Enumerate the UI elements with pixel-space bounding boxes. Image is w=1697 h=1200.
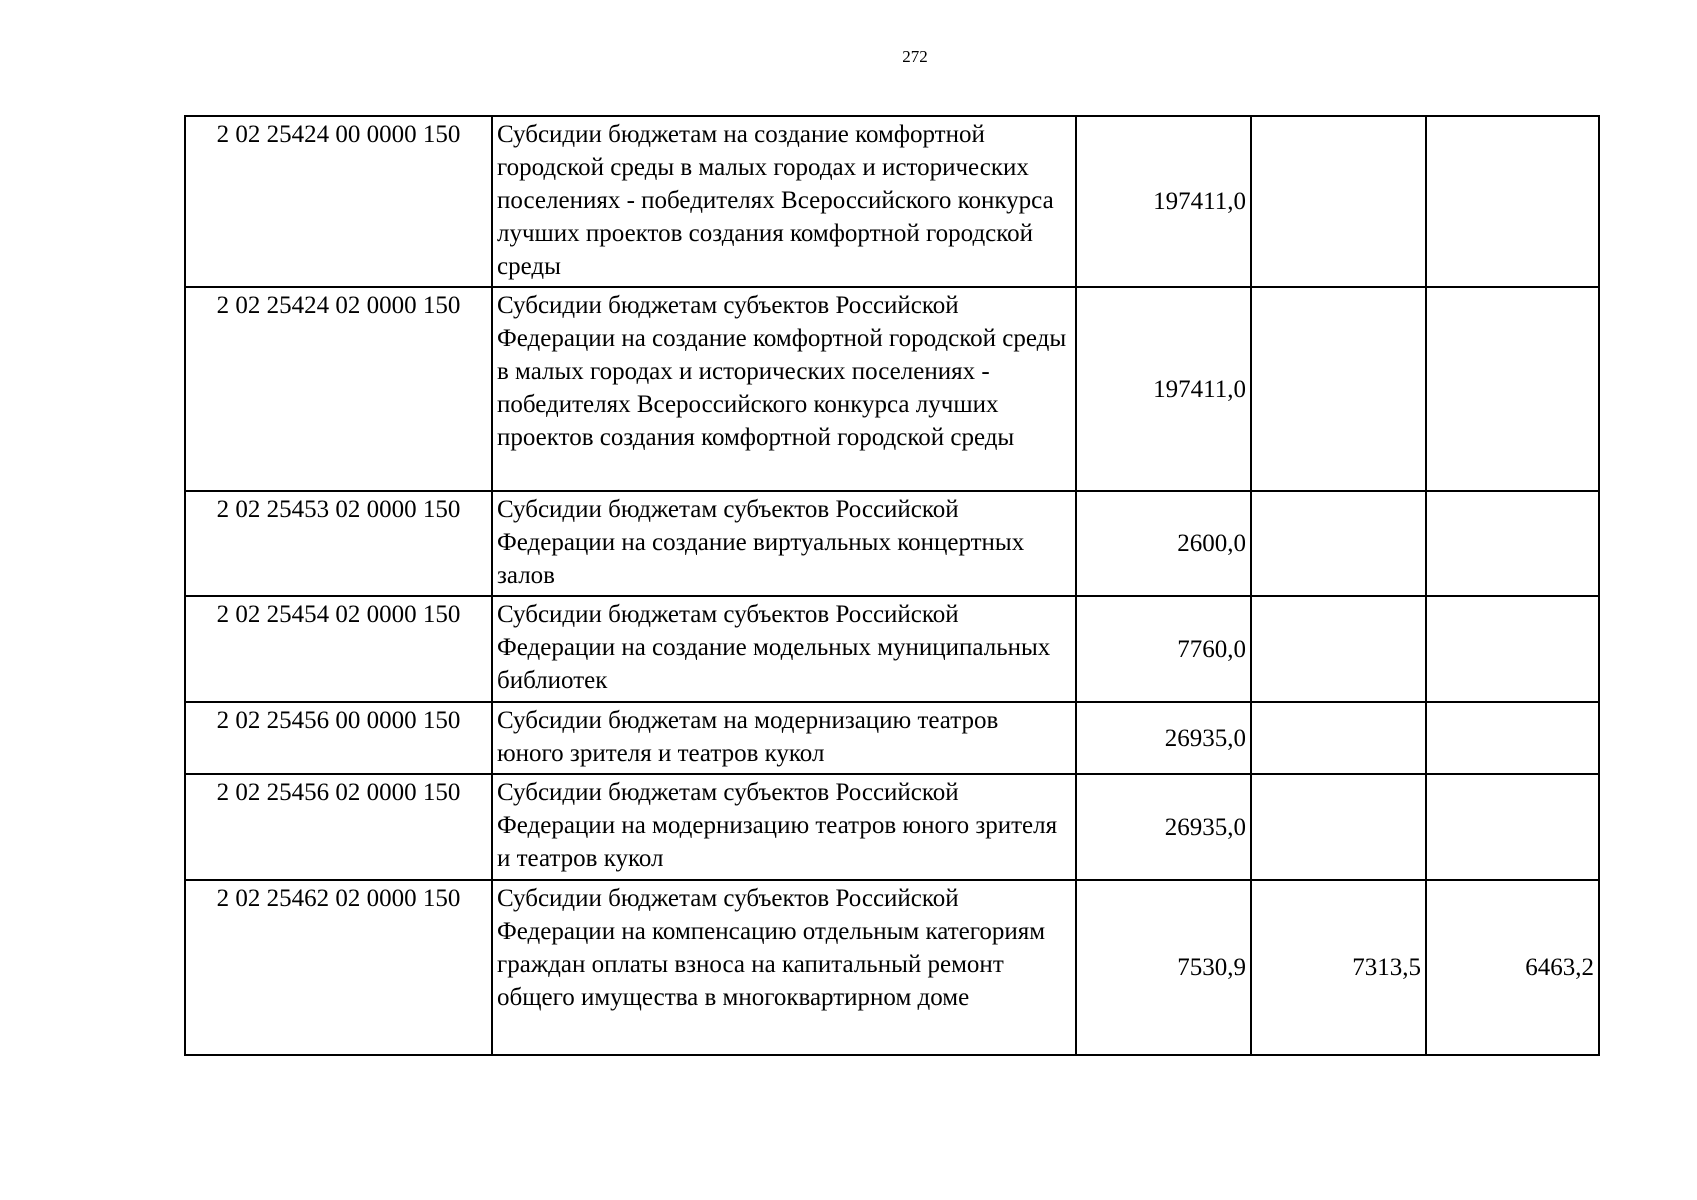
amount-cell-2: 7313,5 <box>1251 880 1426 1055</box>
amount-cell-3 <box>1426 596 1599 702</box>
description-cell: Субсидии бюджетам субъектов Российской Федерации на создание модельных муниципальных библиотек <box>492 596 1076 702</box>
amount-cell-1: 7530,9 <box>1076 880 1251 1055</box>
amount-cell-1: 26935,0 <box>1076 702 1251 774</box>
amount-cell-3 <box>1426 702 1599 774</box>
amount-cell-2 <box>1251 596 1426 702</box>
budget-code-cell: 2 02 25424 00 0000 150 <box>185 116 492 287</box>
table-row <box>185 702 1599 774</box>
amount-cell-2 <box>1251 287 1426 491</box>
amount-cell-2 <box>1251 702 1426 774</box>
amount-cell-1: 7760,0 <box>1076 596 1251 702</box>
amount-cell-3 <box>1426 116 1599 287</box>
description-cell: Субсидии бюджетам на модернизацию театров юного зрителя и театров кукол <box>492 702 1076 774</box>
description-cell: Субсидии бюджетам на создание комфортной городской среды в малых городах и исторических поселениях - победителях Всероссийского конкурса лучших проектов создания комфортной городской среды <box>492 116 1076 287</box>
table-row <box>185 491 1599 596</box>
budget-code-cell: 2 02 25456 00 0000 150 <box>185 702 492 774</box>
budget-code-cell: 2 02 25456 02 0000 150 <box>185 774 492 880</box>
page-number: 272 <box>902 47 928 66</box>
budget-code-cell: 2 02 25453 02 0000 150 <box>185 491 492 596</box>
description-cell: Субсидии бюджетам субъектов Российской Федерации на модернизацию театров юного зрителя и театров кукол <box>492 774 1076 880</box>
amount-cell-3 <box>1426 774 1599 880</box>
table-row <box>185 596 1599 702</box>
amount-cell-3: 6463,2 <box>1426 880 1599 1055</box>
budget-code-cell: 2 02 25462 02 0000 150 <box>185 880 492 1055</box>
amount-cell-3 <box>1426 491 1599 596</box>
amount-cell-1: 26935,0 <box>1076 774 1251 880</box>
table-row <box>185 116 1599 287</box>
amount-cell-2 <box>1251 491 1426 596</box>
budget-code-cell: 2 02 25424 02 0000 150 <box>185 287 492 491</box>
table-row <box>185 774 1599 880</box>
budget-table <box>184 115 1600 1056</box>
description-cell: Субсидии бюджетам субъектов Российской Федерации на компенсацию отдельным категориям граждан оплаты взноса на капитальный ремонт общего имущества в многоквартирном доме <box>492 880 1076 1055</box>
amount-cell-2 <box>1251 116 1426 287</box>
amount-cell-3 <box>1426 287 1599 491</box>
description-cell: Субсидии бюджетам субъектов Российской Федерации на создание комфортной городской среды в малых городах и исторических поселениях - победителях Всероссийского конкурса лучших проектов создания комфортной городской среды <box>492 287 1076 491</box>
amount-cell-2 <box>1251 774 1426 880</box>
amount-cell-1: 2600,0 <box>1076 491 1251 596</box>
description-cell: Субсидии бюджетам субъектов Российской Федерации на создание виртуальных концертных залов <box>492 491 1076 596</box>
amount-cell-1: 197411,0 <box>1076 116 1251 287</box>
budget-code-cell: 2 02 25454 02 0000 150 <box>185 596 492 702</box>
table-row <box>185 880 1599 1055</box>
table-row <box>185 287 1599 491</box>
amount-cell-1: 197411,0 <box>1076 287 1251 491</box>
